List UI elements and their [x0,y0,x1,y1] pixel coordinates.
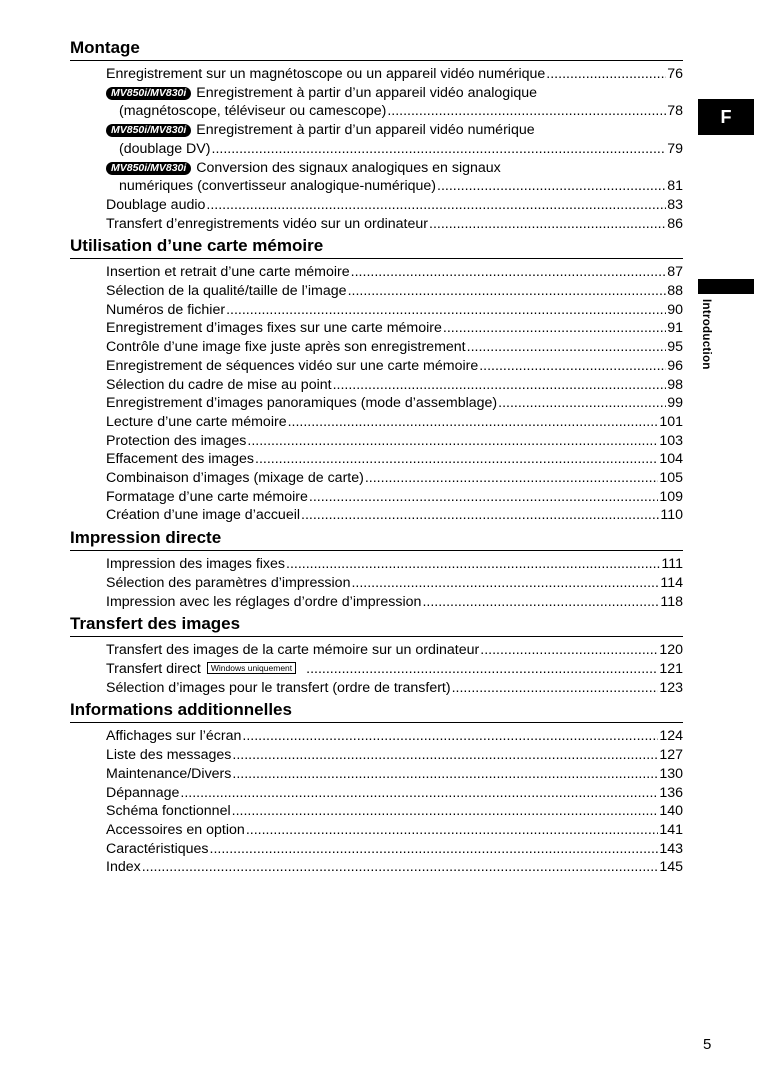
divider [70,550,683,551]
toc-entry[interactable] [106,469,683,488]
entry-text: Affichages sur l’écran [106,728,242,745]
toc-entry[interactable] [106,196,683,215]
entry-text: Impression des images fixes [106,556,285,573]
section-carte-memoire [70,236,683,525]
toc-entry[interactable] [106,746,683,765]
toc-entry[interactable] [106,301,683,320]
dot-leader [467,338,667,357]
toc-entry[interactable] [106,802,683,821]
entry-text: Transfert des images de la carte mémoire sur un ordinateur [106,642,480,659]
dot-leader [333,376,667,395]
entry-text: Enregistrement d’images panoramiques (mode d’assemblage) [106,395,498,412]
entry-page: 98 [667,376,683,393]
dot-leader [309,488,658,507]
entry-page: 104 [659,451,683,468]
entry-page: 88 [667,283,683,300]
dot-leader [226,301,666,320]
entry-page: 86 [667,215,683,232]
entry-text: Sélection des paramètres d’impression [106,574,351,591]
toc-entry[interactable] [106,450,683,469]
divider [70,60,683,61]
entry-text: Index [106,859,141,876]
dot-leader [246,821,659,840]
toc-entry[interactable] [106,121,683,158]
entry-text: Sélection de la qualité/taille de l’image [106,283,347,300]
section-transfert-images [70,614,683,697]
dot-leader [306,660,658,679]
dot-leader [452,679,659,698]
section-title: Informations additionnelles [70,700,292,720]
entry-page: 140 [659,803,683,820]
entry-page: 78 [667,103,683,120]
toc-entry[interactable] [106,394,683,413]
section-informations-additionnelles [70,700,683,877]
toc-entry[interactable] [106,215,683,234]
divider [70,636,683,637]
dot-leader [351,574,659,593]
entry-page: 120 [659,642,683,659]
entry-page: 123 [659,679,683,696]
entry-page: 81 [667,178,683,195]
section-impression-directe [70,528,683,611]
dot-leader [142,858,659,877]
entry-text: Enregistrement d’images fixes sur une carte mémoire [106,320,442,337]
entry-text: Insertion et retrait d’une carte mémoire [106,264,350,281]
entry-page: 136 [659,784,683,801]
entry-page: 130 [659,765,683,782]
side-label: Introduction [700,299,712,370]
dot-leader [351,263,667,282]
toc-entry[interactable] [106,488,683,507]
toc-entry[interactable] [106,593,683,612]
entry-page: 114 [660,574,683,591]
dot-leader [232,802,659,821]
dot-leader [210,840,659,859]
dot-leader [232,746,658,765]
dot-leader [479,357,666,376]
toc-entry[interactable] [106,727,683,746]
entry-text: Création d’une image d’accueil [106,507,301,524]
toc-entry[interactable] [106,263,683,282]
dot-leader [180,784,658,803]
dot-leader [232,765,658,784]
section-montage [70,38,683,233]
dot-leader [242,727,658,746]
entry-page: 109 [659,488,683,505]
dot-leader [247,432,658,451]
dot-leader [288,413,659,432]
toc-entry[interactable] [106,821,683,840]
dot-leader [443,319,666,338]
dot-leader [429,215,666,234]
dot-leader [301,506,659,525]
entry-text: Combinaison d’images (mixage de carte) [106,470,364,487]
entry-text-continued: (magnétoscope, téléviseur ou camescope) [119,103,387,120]
entry-text: Transfert direct [106,660,201,677]
section-title: Impression directe [70,528,222,548]
entry-text: Sélection du cadre de mise au point [106,376,332,393]
entry-text: Maintenance/Divers [106,765,232,782]
toc-entry[interactable] [106,84,683,121]
toc-entry[interactable] [106,376,683,395]
model-badge: MV850i/MV830i [106,162,191,175]
dot-leader [437,177,666,196]
dot-leader [348,282,667,301]
toc-entry[interactable] [106,357,683,376]
dot-leader [255,450,658,469]
entry-text: Dépannage [106,784,180,801]
toc-entry[interactable] [106,413,683,432]
entry-text: Enregistrement à partir d’un appareil vidéo numérique [196,122,535,139]
entry-text: Caractéristiques [106,840,209,857]
dot-leader [498,394,666,413]
entry-text: Effacement des images [106,451,254,468]
entry-text: Enregistrement de séquences vidéo sur une carte mémoire [106,357,479,374]
dot-leader [480,641,658,660]
entry-text: Enregistrement sur un magnétoscope ou un appareil vidéo numérique [106,66,546,82]
entry-page: 110 [660,507,683,524]
entry-page: 124 [659,728,683,745]
entry-page: 91 [667,320,683,337]
table-of-contents [70,38,683,880]
entry-text: Accessoires en option [106,821,245,838]
dot-leader [422,593,659,612]
model-badge: MV850i/MV830i [106,87,191,100]
windows-only-badge: Windows uniquement [207,662,296,674]
divider [70,258,683,259]
entry-page: 145 [659,859,683,876]
entry-text: Protection des images [106,432,247,449]
entry-text: Lecture d’une carte mémoire [106,413,287,430]
toc-entry[interactable] [106,319,683,338]
dot-leader [546,65,666,84]
toc-entry[interactable] [106,641,683,660]
dot-leader [365,469,658,488]
entry-page: 83 [667,196,683,213]
entry-page: 103 [659,432,683,449]
entry-text: Impression avec les réglages d’ordre d’impression [106,593,422,610]
entry-page: 111 [661,556,683,573]
divider [70,722,683,723]
toc-entry[interactable] [106,159,683,196]
entry-page: 79 [667,140,683,157]
toc-entry[interactable] [106,765,683,784]
entry-text-continued: numériques (convertisseur analogique-numérique) [119,178,437,195]
entry-page: 95 [667,339,683,356]
section-tab-bar [698,279,754,294]
entry-page: 105 [659,470,683,487]
entry-page: 121 [659,660,683,677]
entry-text: Conversion des signaux analogiques en signaux [196,159,501,176]
entry-page: 101 [659,413,683,430]
toc-entry[interactable] [106,574,683,593]
page-number: 5 [703,1036,712,1053]
entry-text: Sélection d’images pour le transfert (ordre de transfert) [106,679,451,696]
toc-entry[interactable] [106,840,683,859]
entry-text: Enregistrement à partir d’un appareil vidéo analogique [196,84,538,101]
entry-text-continued: (doublage DV) [119,140,211,157]
section-title: Utilisation d’une carte mémoire [70,236,324,256]
section-title: Montage [70,38,140,57]
entry-page: 90 [667,301,683,318]
entry-page: 127 [659,747,683,764]
dot-leader [286,555,660,574]
entry-text: Formatage d’une carte mémoire [106,488,308,505]
entry-text: Numéros de fichier [106,301,226,318]
toc-entry[interactable] [106,282,683,301]
toc-entry[interactable] [106,784,683,803]
entry-page: 143 [659,840,683,857]
model-badge: MV850i/MV830i [106,124,191,137]
toc-entry[interactable] [106,65,683,84]
entry-page: 87 [667,264,683,281]
entry-page: 76 [667,66,683,82]
toc-entry[interactable] [106,506,683,525]
toc-entry[interactable] [106,858,683,877]
toc-entry[interactable] [106,660,683,679]
section-tab-letter: F [698,99,754,135]
toc-entry[interactable] [106,432,683,451]
toc-entry[interactable] [106,338,683,357]
toc-entry[interactable] [106,555,683,574]
dot-leader [206,196,666,215]
entry-text: Schéma fonctionnel [106,803,231,820]
entry-page: 141 [659,821,683,838]
entry-page: 96 [667,357,683,374]
section-title: Transfert des images [70,614,241,634]
entry-text: Transfert d’enregistrements vidéo sur un ordinateur [106,215,429,232]
entry-page: 118 [660,593,683,610]
entry-text: Doublage audio [106,196,206,213]
entry-text: Contrôle d’une image fixe juste après son enregistrement [106,339,466,356]
entry-page: 99 [667,395,683,412]
toc-entry[interactable] [106,679,683,698]
entry-text: Liste des messages [106,747,232,764]
dot-leader [387,102,666,121]
dot-leader [212,140,667,159]
